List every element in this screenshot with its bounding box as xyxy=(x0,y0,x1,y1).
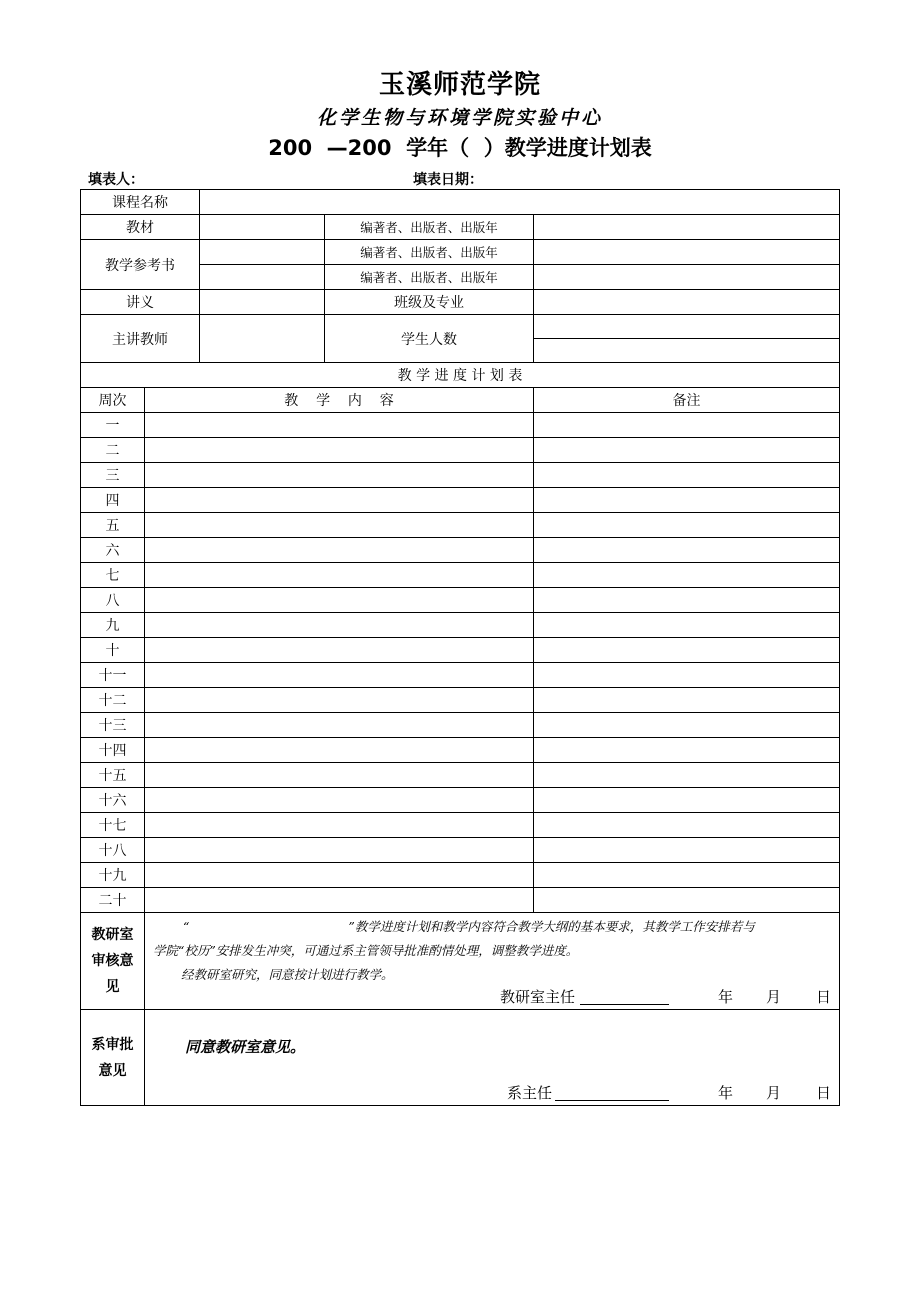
review-line-3: 经教研室研究，同意按计划进行教学。 xyxy=(181,967,394,982)
approval-sign-label: 系主任 xyxy=(507,1084,553,1102)
week-content-field[interactable] xyxy=(145,563,534,588)
week-number: 四 xyxy=(81,488,145,513)
week-content-field[interactable] xyxy=(145,863,534,888)
week-number: 五 xyxy=(81,513,145,538)
review-day: 日 xyxy=(816,988,832,1006)
week-note-field[interactable] xyxy=(534,863,840,888)
week-number: 二 xyxy=(81,438,145,463)
week-row xyxy=(81,613,840,638)
week-row xyxy=(81,863,840,888)
week-note-field[interactable] xyxy=(534,688,840,713)
note-header: 备注 xyxy=(534,388,840,413)
student-count-label: 学生人数 xyxy=(325,315,534,363)
review-side-label xyxy=(81,913,145,1010)
week-row xyxy=(81,463,840,488)
approval-side-label xyxy=(81,1010,145,1106)
week-row xyxy=(81,838,840,863)
week-row xyxy=(81,813,840,838)
lecturer-field[interactable] xyxy=(200,315,325,363)
review-side-text: 教研室审核意见 xyxy=(91,927,134,995)
handout-field[interactable] xyxy=(200,290,325,315)
week-number: 十五 xyxy=(81,763,145,788)
class-major-field[interactable] xyxy=(534,290,840,315)
week-content-field[interactable] xyxy=(145,713,534,738)
review-year: 年 xyxy=(718,988,734,1006)
student-count-field-1[interactable] xyxy=(534,315,840,339)
review-line-1: “ ”教学进度计划和教学内容符合教学大纲的基本要求，其教学工作安排若与 xyxy=(183,919,755,934)
week-number: 八 xyxy=(81,588,145,613)
reference-author-label-1: 编著者、出版者、出版年 xyxy=(325,240,534,265)
week-note-field[interactable] xyxy=(534,588,840,613)
week-content-field[interactable] xyxy=(145,463,534,488)
week-note-field[interactable] xyxy=(534,438,840,463)
review-sign-label: 教研室主任 xyxy=(500,988,576,1006)
week-header: 周次 xyxy=(81,388,145,413)
week-content-field[interactable] xyxy=(145,788,534,813)
week-content-field[interactable] xyxy=(145,688,534,713)
week-content-field[interactable] xyxy=(145,613,534,638)
week-number: 十一 xyxy=(81,663,145,688)
approval-text: 同意教研室意见。 xyxy=(185,1038,306,1056)
content-header: 教 学 内 容 xyxy=(145,388,534,413)
week-content-field[interactable] xyxy=(145,438,534,463)
week-content-field[interactable] xyxy=(145,413,534,438)
week-note-field[interactable] xyxy=(534,538,840,563)
week-content-field[interactable] xyxy=(145,888,534,913)
approval-year: 年 xyxy=(718,1084,734,1102)
week-row xyxy=(81,438,840,463)
student-count-field-2[interactable] xyxy=(534,339,840,363)
approval-sign-line xyxy=(145,1083,831,1103)
week-note-field[interactable] xyxy=(534,638,840,663)
reference-author-field-1[interactable] xyxy=(534,240,840,265)
reference-author-field-2[interactable] xyxy=(534,265,840,290)
week-row xyxy=(81,513,840,538)
week-content-field[interactable] xyxy=(145,838,534,863)
center-title: 化学生物与环境学院实验中心 xyxy=(316,107,603,129)
week-note-field[interactable] xyxy=(534,663,840,688)
week-number: 十三 xyxy=(81,713,145,738)
week-note-field[interactable] xyxy=(534,763,840,788)
week-number: 十六 xyxy=(81,788,145,813)
week-content-field[interactable] xyxy=(145,638,534,663)
week-row xyxy=(81,588,840,613)
week-number: 六 xyxy=(81,538,145,563)
week-row xyxy=(81,763,840,788)
week-number: 一 xyxy=(81,413,145,438)
textbook-author-field[interactable] xyxy=(534,215,840,240)
lecturer-label: 主讲教师 xyxy=(81,315,200,363)
fill-date-label: 填表日期： xyxy=(413,172,483,188)
week-row xyxy=(81,738,840,763)
week-row xyxy=(81,488,840,513)
class-major-label: 班级及专业 xyxy=(325,290,534,315)
week-note-field[interactable] xyxy=(534,563,840,588)
week-note-field[interactable] xyxy=(534,513,840,538)
filler-label: 填表人： xyxy=(88,172,144,188)
reference-author-label-2: 编著者、出版者、出版年 xyxy=(325,265,534,290)
week-number: 十八 xyxy=(81,838,145,863)
textbook-author-label: 编著者、出版者、出版年 xyxy=(325,215,534,240)
plan-title: 200 —200 学年（ ）教学进度计划表 xyxy=(268,136,652,160)
review-opinion xyxy=(145,913,839,1009)
school-title: 玉溪师范学院 xyxy=(378,70,541,100)
handout-label: 讲义 xyxy=(81,290,200,315)
review-line-2: 学院“校历”安排发生冲突，可通过系主管领导批准酌情处理，调整教学进度。 xyxy=(153,943,579,958)
plan-form-table xyxy=(80,189,840,1106)
textbook-field[interactable] xyxy=(200,215,325,240)
reference-label: 教学参考书 xyxy=(81,240,200,290)
week-note-field[interactable] xyxy=(534,463,840,488)
week-content-field[interactable] xyxy=(145,738,534,763)
week-content-field[interactable] xyxy=(145,813,534,838)
week-note-field[interactable] xyxy=(534,788,840,813)
week-note-field[interactable] xyxy=(534,413,840,438)
course-name-field[interactable] xyxy=(200,190,840,215)
week-row xyxy=(81,663,840,688)
week-number: 十九 xyxy=(81,863,145,888)
review-text xyxy=(153,915,829,987)
week-note-field[interactable] xyxy=(534,888,840,913)
week-number: 二十 xyxy=(81,888,145,913)
week-content-field[interactable] xyxy=(145,588,534,613)
week-content-field[interactable] xyxy=(145,538,534,563)
week-row xyxy=(81,713,840,738)
reference-field-1[interactable] xyxy=(200,240,325,265)
textbook-label: 教材 xyxy=(81,215,200,240)
approval-opinion xyxy=(145,1010,839,1105)
week-row xyxy=(81,688,840,713)
week-row xyxy=(81,888,840,913)
course-name-label: 课程名称 xyxy=(81,190,200,215)
week-number: 七 xyxy=(81,563,145,588)
week-row xyxy=(81,563,840,588)
week-number: 三 xyxy=(81,463,145,488)
week-note-field[interactable] xyxy=(534,488,840,513)
week-row xyxy=(81,538,840,563)
week-number: 十四 xyxy=(81,738,145,763)
week-note-field[interactable] xyxy=(534,713,840,738)
plan-section-title: 教 学 进 度 计 划 表 xyxy=(81,363,840,388)
approval-side-text: 系审批意见 xyxy=(91,1036,134,1079)
week-number: 十二 xyxy=(81,688,145,713)
week-note-field[interactable] xyxy=(534,813,840,838)
week-note-field[interactable] xyxy=(534,838,840,863)
week-content-field[interactable] xyxy=(145,488,534,513)
approval-sign-field[interactable] xyxy=(555,1085,669,1101)
week-number: 九 xyxy=(81,613,145,638)
approval-month: 月 xyxy=(766,1084,782,1102)
week-number: 十七 xyxy=(81,813,145,838)
week-note-field[interactable] xyxy=(534,738,840,763)
week-content-field[interactable] xyxy=(145,763,534,788)
week-row xyxy=(81,413,840,438)
week-number: 十 xyxy=(81,638,145,663)
approval-day: 日 xyxy=(816,1084,832,1102)
reference-field-2[interactable] xyxy=(200,265,325,290)
week-row xyxy=(81,788,840,813)
week-content-field[interactable] xyxy=(145,513,534,538)
week-content-field[interactable] xyxy=(145,663,534,688)
week-note-field[interactable] xyxy=(534,613,840,638)
review-sign-field[interactable] xyxy=(580,989,669,1005)
review-month: 月 xyxy=(766,988,782,1006)
week-row xyxy=(81,638,840,663)
